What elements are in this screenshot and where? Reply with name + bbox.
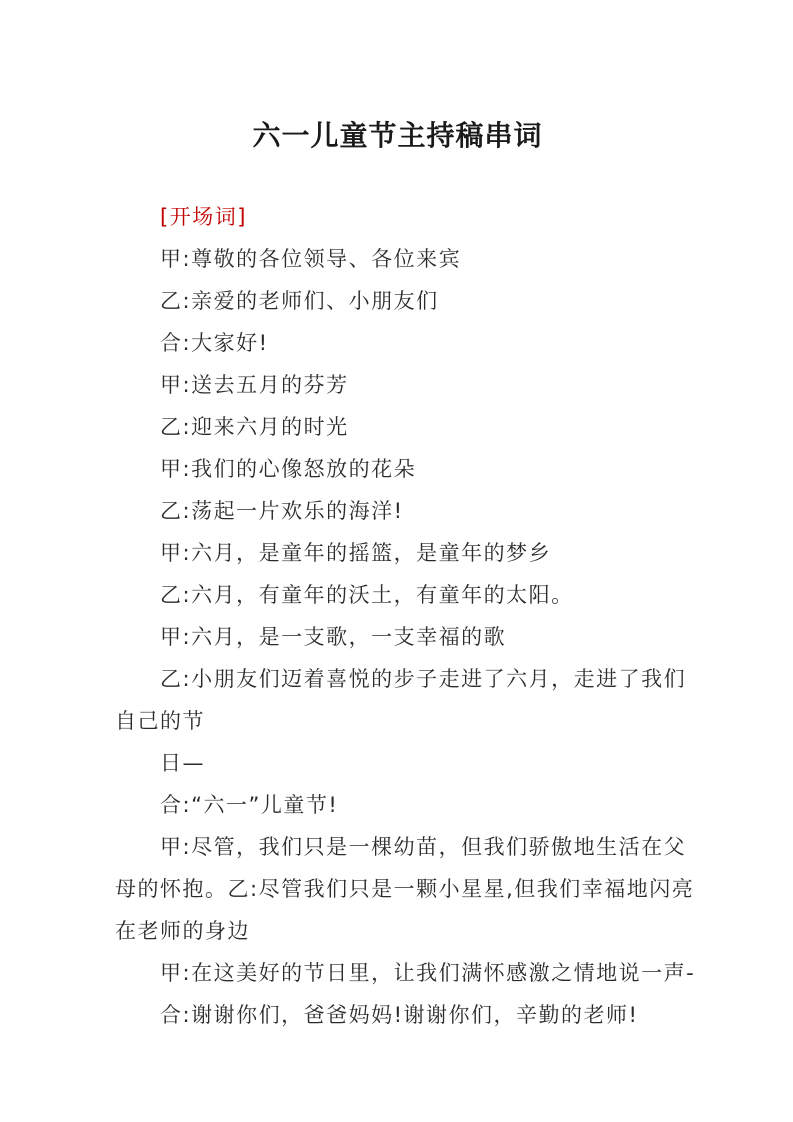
script-line: 乙:小朋友们迈着喜悦的步子走进了六月，走进了我们 — [160, 667, 687, 691]
script-line-continuation: 在老师的身边 — [115, 919, 250, 943]
script-line: 甲:送去五月的芬芳 — [160, 373, 349, 397]
script-line: 乙:亲爱的老师们、小朋友们 — [160, 289, 439, 313]
script-line: 乙:荡起一片欢乐的海洋! — [160, 499, 404, 523]
script-line: 合:大家好! — [160, 331, 269, 355]
document-title: 六一儿童节主持稿串词 — [252, 119, 543, 152]
script-line: 甲:尽管，我们只是一棵幼苗，但我们骄傲地生活在父 — [160, 835, 687, 859]
script-line-continuation: 自己的节 — [115, 709, 205, 733]
script-line: 甲:六月，是童年的摇篮，是童年的梦乡 — [160, 541, 552, 565]
script-line: 日— — [160, 751, 205, 775]
script-line: 合:“六一”儿童节! — [160, 793, 339, 817]
script-line: 乙:迎来六月的时光 — [160, 415, 349, 439]
script-line: 甲:尊敬的各位领导、各位来宾 — [160, 247, 462, 271]
script-line: 乙:六月，有童年的沃土，有童年的太阳。 — [160, 583, 574, 607]
script-line: 甲:在这美好的节日里，让我们满怀感激之情地说一声- — [160, 961, 696, 985]
script-line: 甲:六月，是一支歌，一支幸福的歌 — [160, 625, 507, 649]
section-heading-opening: [开场词] — [160, 205, 247, 229]
script-line: 合:谢谢你们，爸爸妈妈!谢谢你们，辛勤的老师! — [160, 1003, 639, 1027]
script-line: 甲:我们的心像怒放的花朵 — [160, 457, 417, 481]
script-line-continuation: 母的怀抱。乙:尽管我们只是一颗小星星,但我们幸福地闪亮 — [115, 877, 695, 901]
